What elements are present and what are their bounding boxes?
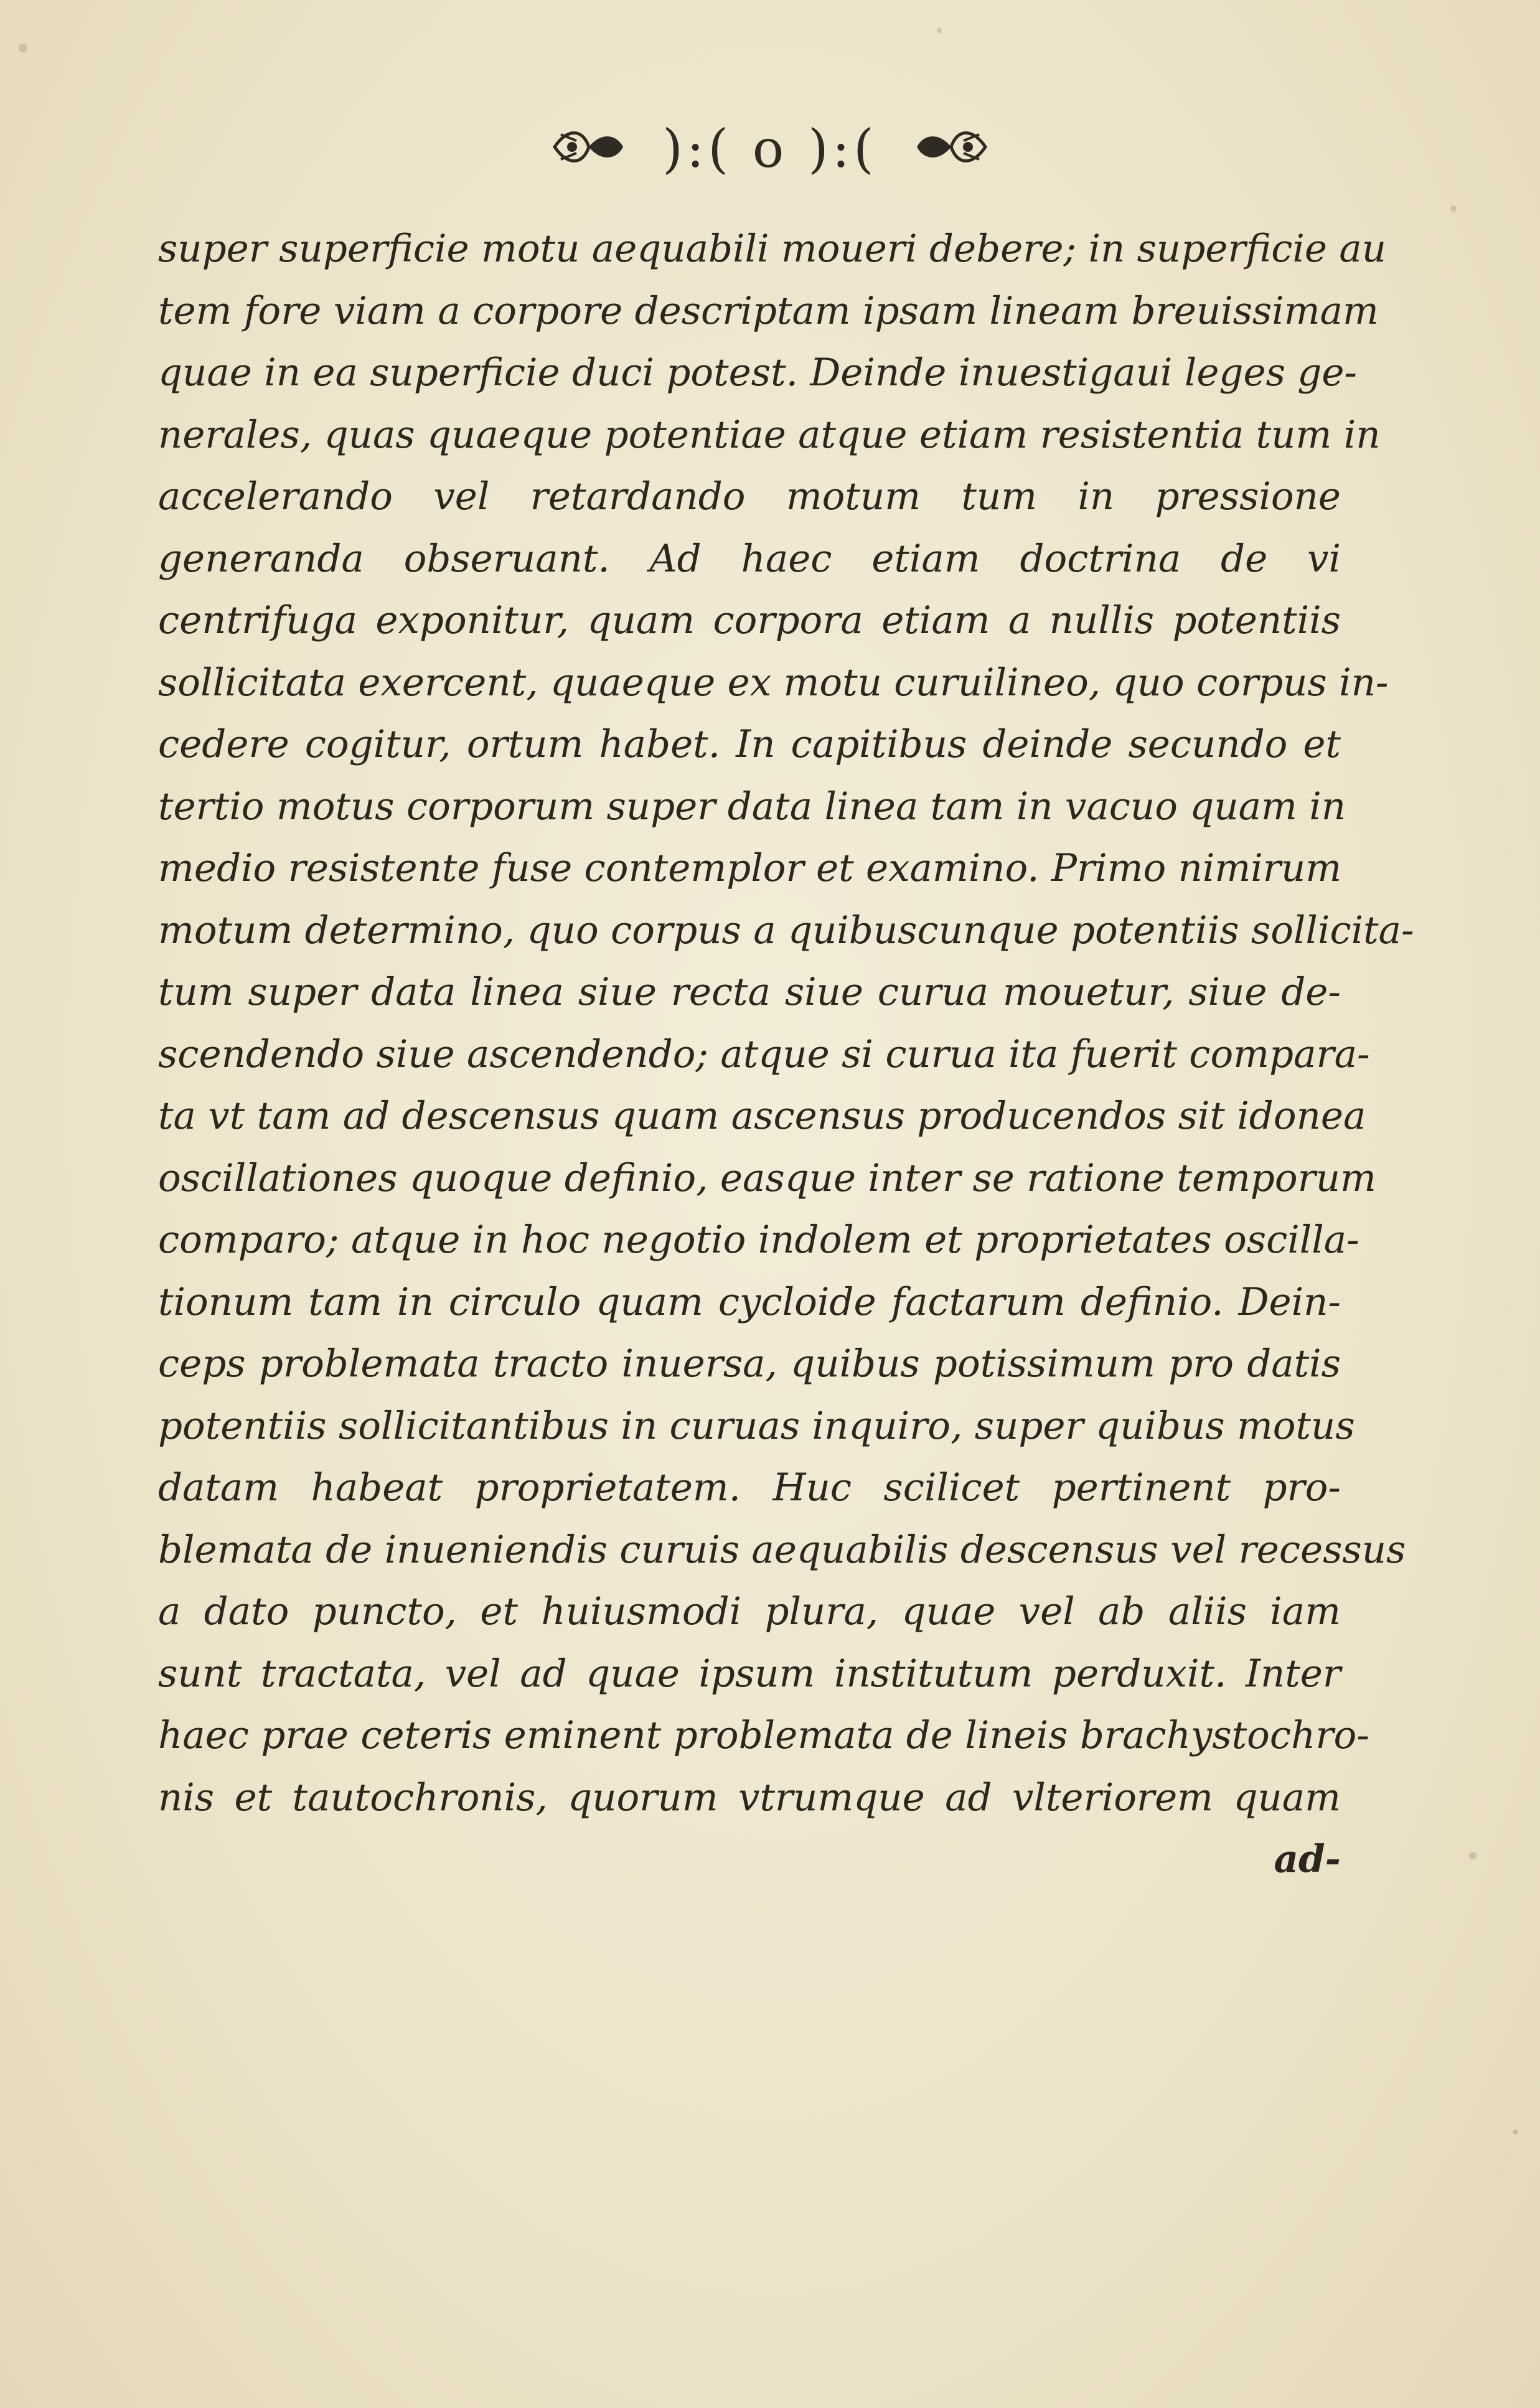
- text-line: blemata de inueniendis curuis aequabilis descensus vel recessus: [158, 1527, 1406, 1572]
- text-line: tertio motus corporum super data linea tam in vacuo quam in: [158, 784, 1346, 829]
- fleuron-right-icon: [911, 122, 992, 184]
- paper-speck: [1450, 205, 1457, 212]
- text-line: ta vt tam ad descensus quam ascensus producendos sit idonea: [158, 1094, 1366, 1138]
- paper-speck: [937, 28, 942, 33]
- body-text: [158, 218, 1414, 1891]
- text-line: haec prae ceteris eminent problemata de lineis brachystochro-: [158, 1713, 1369, 1757]
- running-head: [0, 118, 1540, 184]
- text-line: sunt tractata, vel ad quae ipsum institutum perduxit. Inter: [158, 1651, 1341, 1696]
- catchword: ad-: [1274, 1837, 1341, 1881]
- text-line: nerales, quas quaeque potentiae atque etiam resistentia tum in: [158, 412, 1381, 457]
- text-line: super superficie motu aequabili moueri debere; in superficie au: [158, 227, 1387, 271]
- text-line: medio resistente fuse contemplor et examino. Primo nimirum: [158, 846, 1342, 890]
- text-line: datam habeat proprietatem. Huc scilicet pertinent pro-: [158, 1465, 1341, 1510]
- text-line: tem fore viam a corpore descriptam ipsam lineam breuissimam: [158, 288, 1379, 333]
- text-line: comparo; atque in hoc negotio indolem et proprietates oscilla-: [158, 1218, 1359, 1262]
- text-line: tionum tam in circulo quam cycloide factarum definio. Dein-: [158, 1279, 1341, 1324]
- text-line: generanda obseruant. Ad haec etiam doctrina de vi: [158, 536, 1341, 581]
- page-marker: ):( o ):(: [662, 118, 878, 179]
- text-line: potentiis sollicitantibus in curuas inquiro, super quibus motus: [158, 1403, 1355, 1448]
- text-line: tum super data linea siue recta siue curua mouetur, siue de-: [158, 970, 1341, 1014]
- text-line: quae in ea superficie duci potest. Deinde inuestigaui leges ge-: [158, 350, 1358, 395]
- text-line: motum determino, quo corpus a quibuscunque potentiis sollicita-: [158, 908, 1414, 952]
- fleuron-left-icon: [548, 122, 629, 184]
- text-line: cedere cogitur, ortum habet. In capitibus deinde secundo et: [158, 722, 1341, 766]
- paper-speck: [19, 44, 27, 52]
- text-line: scendendo siue ascendendo; atque si curua ita fuerit compara-: [158, 1032, 1370, 1076]
- text-line: ceps problemata tracto inuersa, quibus potissimum pro datis: [158, 1342, 1341, 1386]
- text-line: nis et tautochronis, quorum vtrumque ad vlteriorem quam: [158, 1775, 1341, 1820]
- text-line: a dato puncto, et huiusmodi plura, quae vel ab aliis iam: [158, 1589, 1341, 1634]
- text-line: centrifuga exponitur, quam corpora etiam a nullis potentiis: [158, 598, 1341, 642]
- text-line: sollicitata exercent, quaeque ex motu curuilineo, quo corpus in-: [158, 660, 1389, 705]
- text-line: oscillationes quoque definio, easque inter se ratione temporum: [158, 1155, 1376, 1200]
- text-line: accelerando vel retardando motum tum in pressione: [158, 474, 1341, 519]
- paper-speck: [1513, 2129, 1518, 2135]
- paper-speck: [1469, 1852, 1477, 1860]
